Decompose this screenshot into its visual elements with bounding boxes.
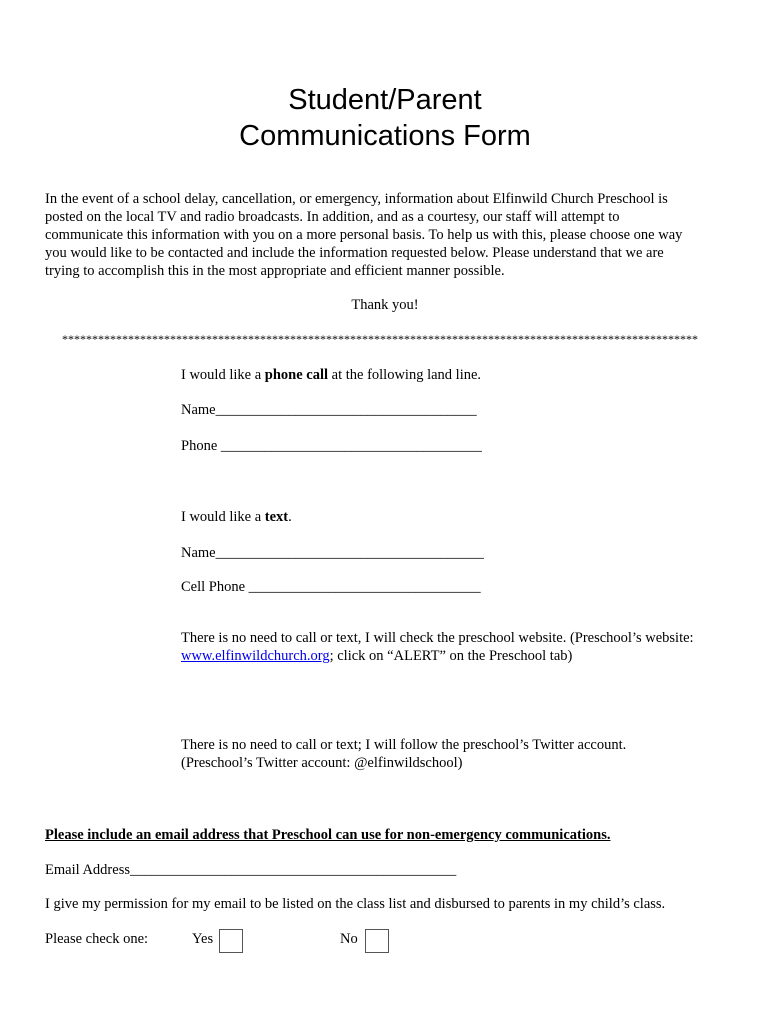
cell-phone-field[interactable] <box>181 578 481 596</box>
phone-option-bold: phone call <box>264 367 329 383</box>
title-line-2: Communications Form <box>239 120 531 152</box>
cell-phone-label: Cell Phone <box>181 579 249 595</box>
text-option-suffix: . <box>288 509 292 525</box>
phone-number-blank[interactable]: ____________________________________ <box>220 438 482 454</box>
phone-name-field[interactable] <box>181 401 477 419</box>
text-option-bold: text <box>264 509 289 525</box>
email-address-blank[interactable]: _____________________________________________ <box>129 862 457 878</box>
website-option-line-1: There is no need to call or text, I will check the preschool website. (Preschool’s website: <box>181 630 694 646</box>
no-checkbox[interactable] <box>365 929 389 953</box>
twitter-option-line-2: (Preschool’s Twitter account: @elfinwildschool) <box>181 755 463 771</box>
phone-name-blank[interactable]: ____________________________________ <box>215 402 477 418</box>
intro-line: In the event of a school delay, cancellation, or emergency, information about Elfinwild Church Preschool is <box>45 191 668 207</box>
text-option <box>181 508 292 526</box>
phone-option-suffix: at the following land line. <box>328 367 482 383</box>
email-address-field[interactable] <box>45 861 456 879</box>
separator-line: ********************************************************************************************************** <box>62 332 698 346</box>
twitter-option-line-1: There is no need to call or text; I will follow the preschool’s Twitter account. <box>181 737 627 753</box>
text-name-label: Name <box>181 545 216 561</box>
text-name-field[interactable] <box>181 544 484 562</box>
website-option-line-2 <box>181 647 572 665</box>
intro-line: trying to accomplish this in the most appropriate and efficient manner possible. <box>45 263 505 279</box>
phone-number-field[interactable] <box>181 437 482 455</box>
form-title <box>0 82 770 154</box>
text-name-blank[interactable]: _____________________________________ <box>215 545 484 561</box>
check-one-label: Please check one: <box>45 931 149 947</box>
title-line-1: Student/Parent <box>288 84 482 116</box>
thank-you-text: Thank you! <box>351 297 419 313</box>
text-option-prefix: I would like a <box>181 509 265 525</box>
phone-number-label: Phone <box>181 438 221 454</box>
website-link[interactable]: www.elfinwildchurch.org <box>181 648 330 664</box>
phone-name-label: Name <box>181 402 216 418</box>
phone-option-prefix: I would like a <box>181 367 265 383</box>
email-heading: Please include an email address that Preschool can use for non-emergency communications. <box>45 827 611 843</box>
intro-line: communicate this information with you on a more personal basis. To help us with this, please choose one way <box>45 227 683 243</box>
yes-label: Yes <box>192 931 214 947</box>
email-permission-text: I give my permission for my email to be listed on the class list and disbursed to parents in my child’s class. <box>45 896 666 912</box>
no-label: No <box>340 931 358 947</box>
phone-call-option <box>181 366 481 384</box>
intro-line: you would like to be contacted and include the information requested below. Please understand that we are <box>45 245 664 261</box>
website-option-suffix: ; click on “ALERT” on the Preschool tab) <box>329 648 573 664</box>
intro-line: posted on the local TV and radio broadcasts. In addition, and as a courtesy, our staff will attempt to <box>45 209 620 225</box>
yes-checkbox[interactable] <box>219 929 243 953</box>
email-address-label: Email Address <box>45 862 130 878</box>
cell-phone-blank[interactable]: ________________________________ <box>248 579 481 595</box>
intro-paragraph <box>45 190 725 280</box>
